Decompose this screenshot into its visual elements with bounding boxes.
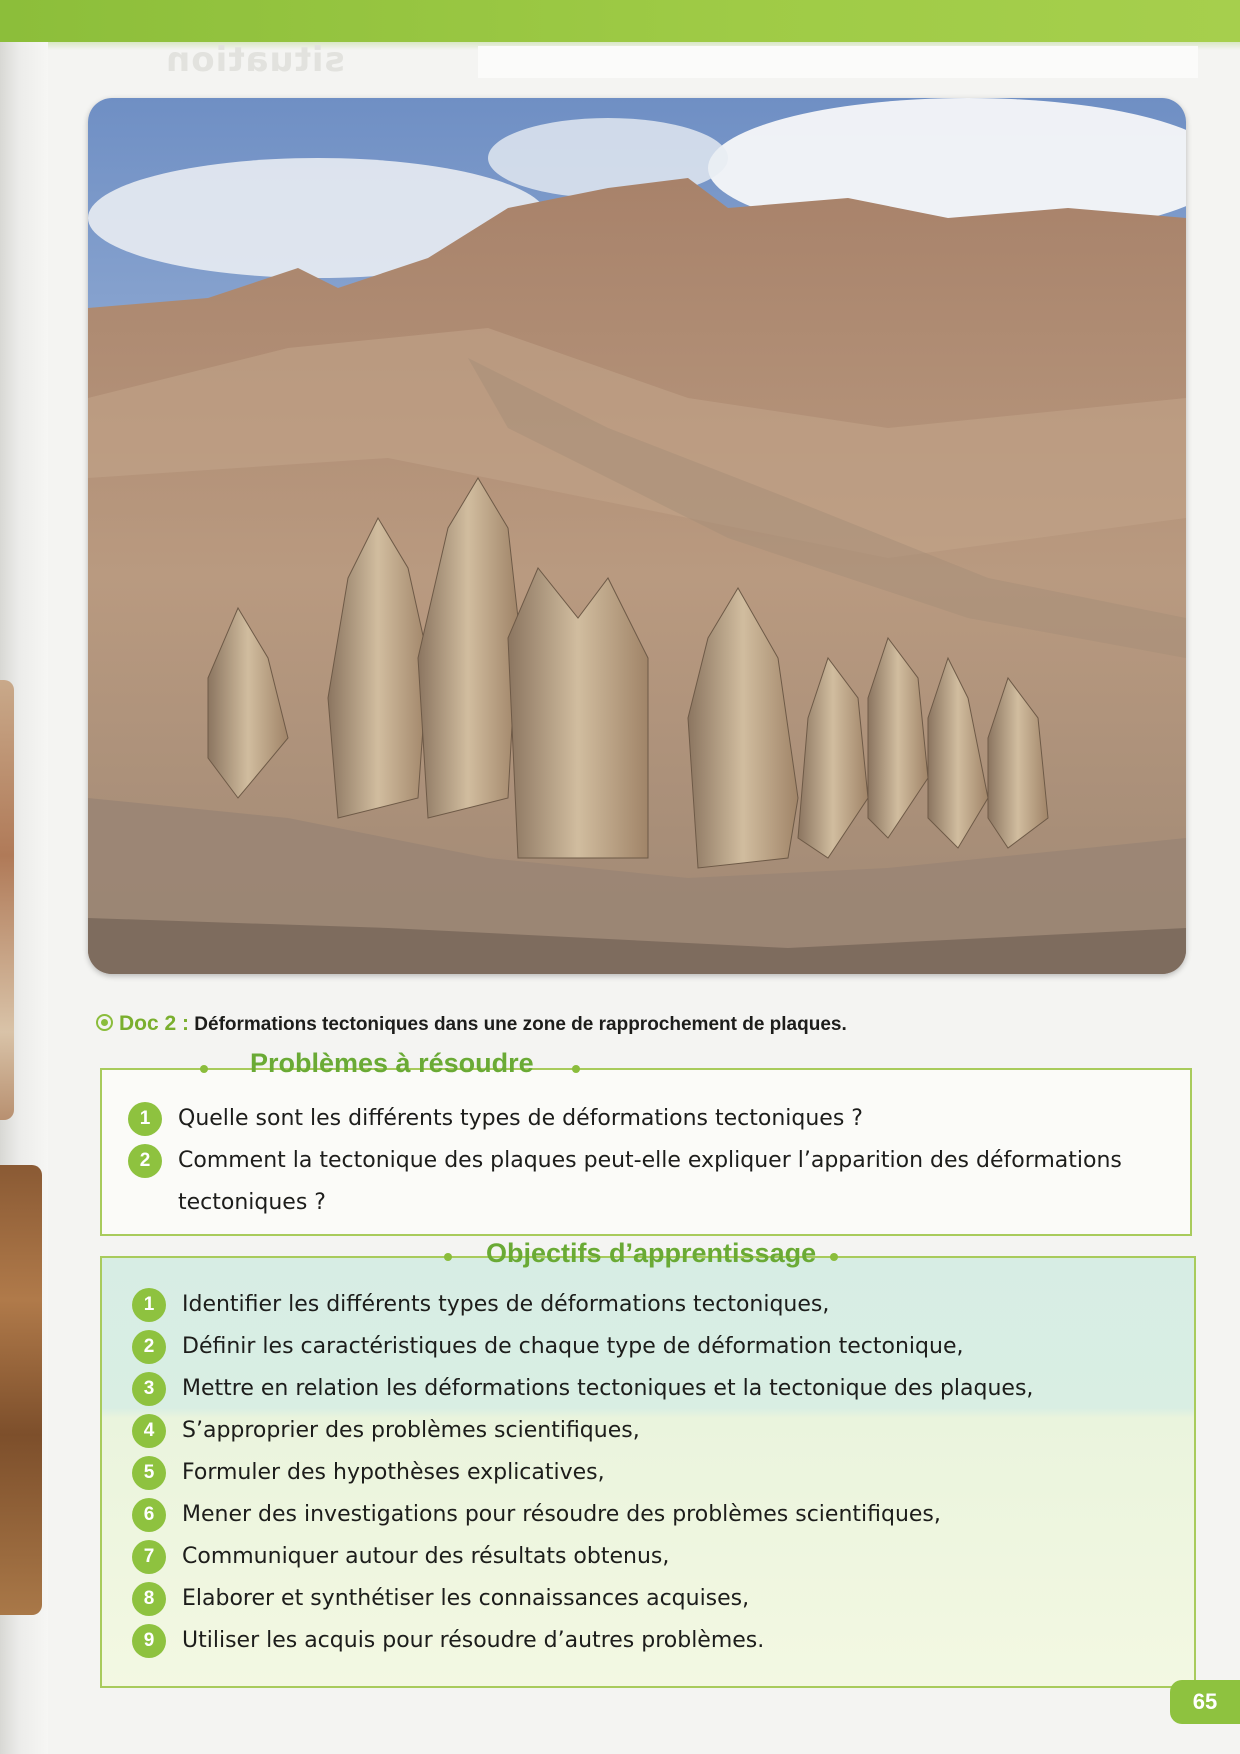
doc-bullet-icon — [96, 1014, 113, 1031]
facing-page-image-strip — [0, 680, 14, 1120]
number-badge: 8 — [132, 1582, 166, 1616]
number-badge: 1 — [132, 1288, 166, 1322]
problems-title: Problèmes à résoudre — [250, 1048, 534, 1078]
objectives-title: Objectifs d’apprentissage — [486, 1238, 817, 1268]
title-rule — [572, 1068, 1184, 1070]
number-badge: 9 — [132, 1624, 166, 1658]
doc-caption-text: Déformations tectoniques dans une zone de rapprochement de plaques. — [194, 1014, 847, 1035]
number-badge: 5 — [132, 1456, 166, 1490]
problem-item — [128, 1098, 1138, 1140]
objective-text: Utiliser les acquis pour résoudre d’autres problèmes. — [182, 1628, 765, 1653]
objective-item — [132, 1536, 1172, 1578]
title-dot — [572, 1065, 580, 1073]
number-badge: 7 — [132, 1540, 166, 1574]
bleed-through-bar — [478, 46, 1198, 78]
number-badge: 1 — [128, 1102, 162, 1136]
number-badge: 3 — [132, 1372, 166, 1406]
number-badge: 4 — [132, 1414, 166, 1448]
title-rule — [830, 1256, 1192, 1258]
mountain-photo — [88, 98, 1186, 974]
objective-item — [132, 1284, 1172, 1326]
title-dot — [830, 1253, 838, 1261]
top-color-band — [0, 0, 1240, 42]
facing-page-image-strip — [0, 1165, 42, 1615]
objective-item — [132, 1410, 1172, 1452]
objectives-box — [100, 1238, 1196, 1688]
number-badge: 2 — [132, 1330, 166, 1364]
objective-text: Définir les caractéristiques de chaque type de déformation tectonique, — [182, 1334, 964, 1359]
objective-text: Mener des investigations pour résoudre des problèmes scientifiques, — [182, 1502, 941, 1527]
objective-text: Communiquer autour des résultats obtenus, — [182, 1544, 670, 1569]
number-badge: 2 — [128, 1144, 162, 1178]
objective-item — [132, 1494, 1172, 1536]
objective-text: Elaborer et synthétiser les connaissances acquises, — [182, 1586, 750, 1611]
problems-box — [100, 1048, 1192, 1236]
title-dot — [444, 1253, 452, 1261]
problem-item — [128, 1140, 1138, 1224]
objective-item — [132, 1620, 1172, 1662]
title-rule — [100, 1256, 446, 1258]
doc-label: Doc 2 : — [119, 1012, 190, 1035]
objective-item — [132, 1578, 1172, 1620]
objective-text: Mettre en relation les déformations tectoniques et la tectonique des plaques, — [182, 1376, 1034, 1401]
problem-text: Comment la tectonique des plaques peut-elle expliquer l’apparition des déformations tectoniques ? — [178, 1148, 1122, 1215]
problem-text: Quelle sont les différents types de déformations tectoniques ? — [178, 1106, 863, 1131]
objective-text: Formuler des hypothèses explicatives, — [182, 1460, 605, 1485]
objective-item — [132, 1368, 1172, 1410]
objective-text: S’approprier des problèmes scientifiques, — [182, 1418, 640, 1443]
number-badge: 6 — [132, 1498, 166, 1532]
objective-item — [132, 1326, 1172, 1368]
page-number: 65 — [1170, 1680, 1240, 1724]
title-dot — [200, 1065, 208, 1073]
bleed-through-heading: situation — [165, 40, 345, 80]
document-caption — [96, 1012, 847, 1036]
objective-text: Identifier les différents types de déformations tectoniques, — [182, 1292, 830, 1317]
objective-item — [132, 1452, 1172, 1494]
